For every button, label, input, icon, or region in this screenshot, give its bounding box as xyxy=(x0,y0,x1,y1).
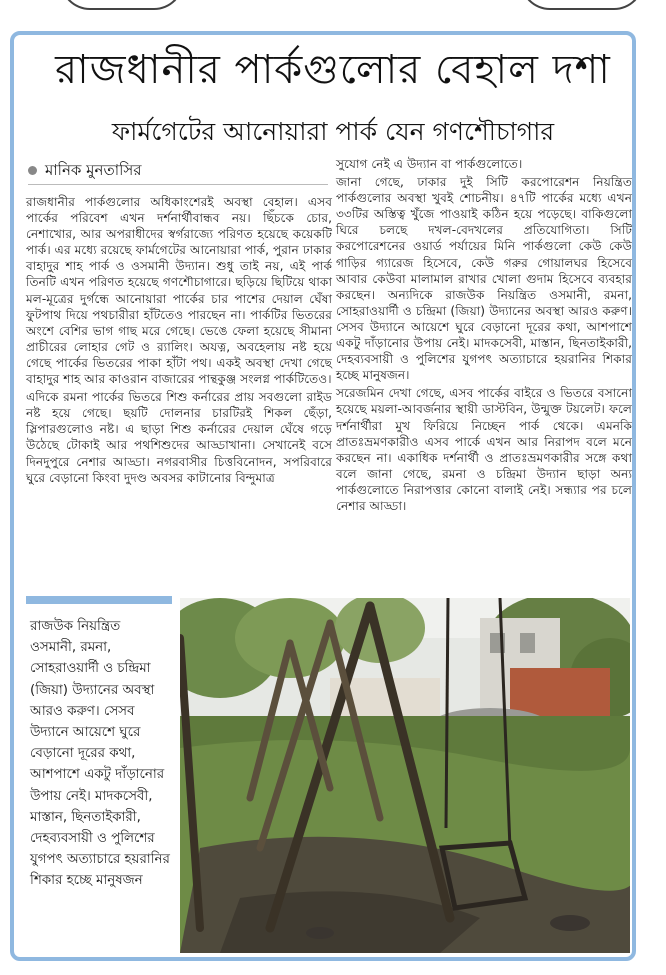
park-swing-photo xyxy=(180,598,630,953)
decorative-arc-right xyxy=(520,0,644,10)
paragraph: রাজধানীর পার্কগুলোর অধিকাংশেরই অবস্থা বেহাল। এসব পার্কের পরিবেশ এখন দর্শনার্থীবান্ধব নয়। ছিঁচকে চোর, নেশাখোর, আর অপরাধীদের স্বর্গরাজ্যে পরিণত হয়েছে কয়েকটি পার্ক। এর মধ্যে রয়েছে ফার্মগেটের আনোয়ারা পার্ক, পুরান ঢাকার বাহাদুর শাহ পার্ক ও ওসমানী উদ্যান। শুধু তাই নয়, এই পার্ক তিনটি এখন পরিণত হয়েছে গণশৌচাগারে। ছড়িয়ে ছিটিয়ে থাকা মল-মূত্রের দুর্গন্ধে আনোয়ারা পার্কের চার পাশের দেয়াল ঘেঁষা ফুটপাথ দিয়ে পথচারীরা হাঁটতেও পারছেন না। পার্কটির ভিতরের অংশে বেশির ভাগ গাছ মরে গেছে। ভেঙে ফেলা হয়েছে সীমানা প্রাচীরের লোহার গেট ও র‍্যালিং। অযত্ন, অবহেলায় নষ্ট হয়ে গেছে পার্কের ভিতরের পাকা হাঁটা পথ। একই অবস্থা দেখা গেছে বাহাদুর শাহ আর কাওরান বাজারের পান্থকুঞ্জ সংলগ্ন পার্কটিতেও। xyxy=(26,195,332,387)
byline-bullet-icon xyxy=(28,166,37,175)
pull-quote-box xyxy=(26,596,172,954)
subheadline: ফার্মগেটের আনোয়ারা পার্ক যেন গণশৌচাগার xyxy=(111,117,555,146)
paragraph: জানা গেছে, ঢাকার দুই সিটি করপোরেশন নিয়ন্ত্রিত পার্কগুলোর অবস্থা খুবই শোচনীয়। ৪৭টি পার্কের মধ্যে এখন ৩৩টির অস্তিত্ব খুঁজে পাওয়াই কঠিন হয়ে পড়েছে। বাকিগুলো ঘিরে চলছে দখল-বেদখলের প্রতিযোগিতা। সিটি করপোরেশনের ওয়ার্ড পর্যায়ের মিনি পার্কগুলো কেউ কেউ গাড়ির গ্যারেজ হিসেবে, কেউ গরুর গোয়ালঘর হিসেবে আবার কেউবা মালামাল রাখার খোলা গুদাম হিসেবে ব্যবহার করছেন। অন্যদিকে রাজউক নিয়ন্ত্রিত ওসমানী, রমনা, সোহরাওয়ার্দী ও চন্দ্রিমা (জিয়া) উদ্যানের অবস্থা আরও করুণ। সেসব উদ্যানে আয়েশে ঘুরে বেড়ানো দূরের কথা, আশপাশে একটু দাঁড়ানোর উপায় নেই। মাদকসেবী, মাস্তান, ছিনতাইকারী, দেহব্যবসায়ী ও পুলিশের যুগপৎ অত্যাচারে হয়রানির শিকার হচ্ছে মানুষজন। xyxy=(336,175,632,383)
article-column-right xyxy=(336,156,632,516)
paragraph: সরেজমিন দেখা গেছে, এসব পার্কের বাইরে ও ভিতরে বসানো হয়েছে ময়লা-আবর্জনার স্থায়ী ডাস্টবিন, উন্মুক্ত টয়লেট। ফলে দর্শনার্থীরা মুখ ফিরিয়ে নিচ্ছেন পার্ক থেকে। এমনকি প্রাতঃভ্রমণকারীও এসব পার্কে এখন আর নিরাপদ বলে মনে করছেন না। একাধিক দর্শনার্থী ও প্রাতঃভ্রমণকারীর সঙ্গে কথা বলে জানা গেছে, রমনা ও চন্দ্রিমা উদ্যান ছাড়া অন্য পার্কগুলোতে নিরাপত্তার কোনো বালাই নেই। সন্ধ্যার পর চলে নেশার আড্ডা। xyxy=(336,386,632,513)
byline-divider xyxy=(28,184,328,185)
pull-quote-text: রাজউক নিয়ন্ত্রিত ওসমানী, রমনা, সোহরাওয়ার্দী ও চন্দ্রিমা (জিয়া) উদ্যানের অবস্থা আরও করুণ। সেসব উদ্যানে আয়েশে ঘুরে বেড়ানো দূরের কথা, আশপাশে একটু দাঁড়ানোর উপায় নেই। মাদকসেবী, মাস্তান, ছিনতাইকারী, দেহব্যবসায়ী ও পুলিশের যুগপৎ অত্যাচারে হয়রানির শিকার হচ্ছে মানুষজন xyxy=(30,619,170,889)
pull-quote-bar xyxy=(26,596,172,604)
paragraph: এদিকে রমনা পার্কের ভিতরে শিশু কর্নারের প্রায় সবগুলো রাইড নষ্ট হয়ে গেছে। ছয়টি দোলনার চারটিরই শিকল ছেঁড়া, স্লিপারগুলোও নষ্ট। এ ছাড়া শিশু কর্নারের দেয়াল ঘেঁষে গড়ে উঠেছে টোকাই আর পথশিশুদের আড্ডাখানা। সেখানেই বসে দিনদুপুরে নেশার আড্ডা। নগরবাসীর চিত্তবিনোদন, সপরিবারে ঘুরে বেড়ানো কিংবা দুদণ্ড অবসর কাটানোর বিন্দুমাত্র xyxy=(26,390,332,485)
byline xyxy=(28,160,142,180)
paragraph: সুযোগ নেই এ উদ্যান বা পার্কগুলোতে। xyxy=(336,157,523,171)
decorative-arc-left xyxy=(60,0,184,10)
article-column-left xyxy=(26,194,332,488)
headline: রাজধানীর পার্কগুলোর বেহাল দশা xyxy=(55,47,611,93)
byline-author: মানিক মুনতাসির xyxy=(45,161,142,179)
